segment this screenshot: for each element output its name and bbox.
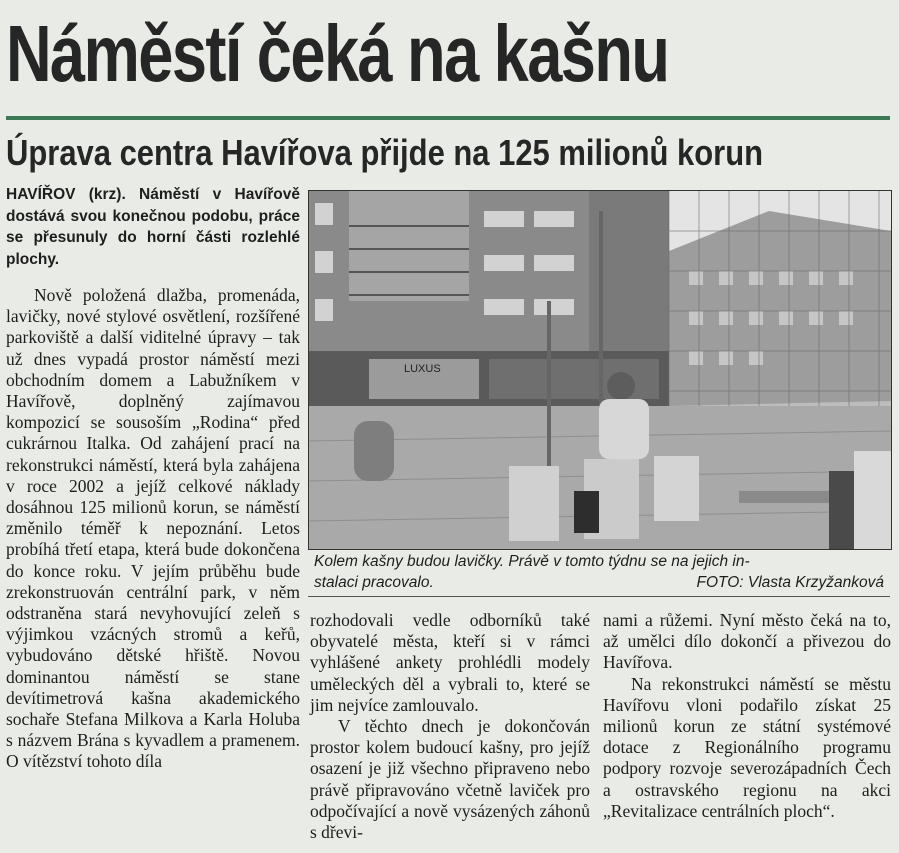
caption-line-1: Kolem kašny budou lavičky. Právě v tomto týdnu se na jejich in- — [314, 553, 750, 570]
town-square-photo-icon — [309, 191, 891, 549]
paragraph: V těchto dnech je dokončován prostor kolem budoucí kašny, pro jejíž osazení je již všechno připraveno nebo právě připravováno včetně laviček pro odpočívající a nově vysázených záhonů s dřevi- — [310, 716, 590, 843]
paragraph: nami a růžemi. Nyní město čeká na to, až umělci dílo dokončí a přivezou do Havířova. — [603, 610, 891, 673]
photo-caption — [308, 550, 890, 597]
article-photo — [308, 190, 892, 550]
paragraph: rozhodovali vedle odborníků také obyvatelé města, kteří si v rámci vyhlášené ankety prohlédli modely uměleckých děl a vybrali to, které se jim nejvíce zamlouvalo. — [310, 610, 590, 715]
shop-sign: LUXUS — [404, 363, 441, 375]
paragraph: Na rekonstrukci náměstí se městu Havířovu vloni podařilo získat 25 milionů korun ze státní systémové dotace z Regionálního programu podpory rozvoje severozápadních Čech a ostravského regionu na akci „Revitalizace centrálních ploch“. — [603, 673, 891, 821]
subheadline: Úprava centra Havířova přijde na 125 milionů korun — [6, 132, 764, 173]
caption-line-2: stalaci pracovalo. — [314, 574, 434, 591]
headline: Náměstí čeká na kašnu — [6, 9, 669, 98]
divider — [6, 116, 890, 120]
article-column-3 — [603, 610, 891, 822]
article-column-2 — [310, 610, 590, 843]
paragraph: Nově položená dlažba, promenáda, lavičky, nové stylové osvětlení, rozšířené parkoviště a další viditelné úpravy – tak už dnes vypadá prostor náměstí mezi obchodním domem a Labužníkem v Havířově, doplněný zajímavou kompozicí se sousoším „Rodina“ před cukrárnou Italka. Od zahájení prací na rekonstrukci náměstí, která byla zahájena v roce 2002 a jejíž celkové náklady dosáhnou 125 milionů korun, se náměstí změnilo téměř k nepoznání. Letos probíhá třetí etapa, která bude dokončena do konce roku. V jejím průběhu bude zrekonstruován centrální park, v něm odstraněna stará nevyhovující zeleň s výjimkou vzácných stromů a keřů, vybudováno dětské hřiště. Novou dominantou náměstí se stane devítimetrová kašna akademického sochaře Stefana Milkova a Karla Holuba s názvem Brána s kyvadlem a pramenem. O vítězství tohoto díla — [6, 285, 300, 772]
photo-credit: FOTO: Vlasta Krzyžanková — [696, 574, 884, 591]
article-column-1 — [6, 285, 300, 773]
lead-paragraph: HAVÍŘOV (krz). Náměstí v Havířově dostává svou konečnou podobu, práce se přesunuly do horní části rozlehlé plochy. — [6, 186, 300, 268]
